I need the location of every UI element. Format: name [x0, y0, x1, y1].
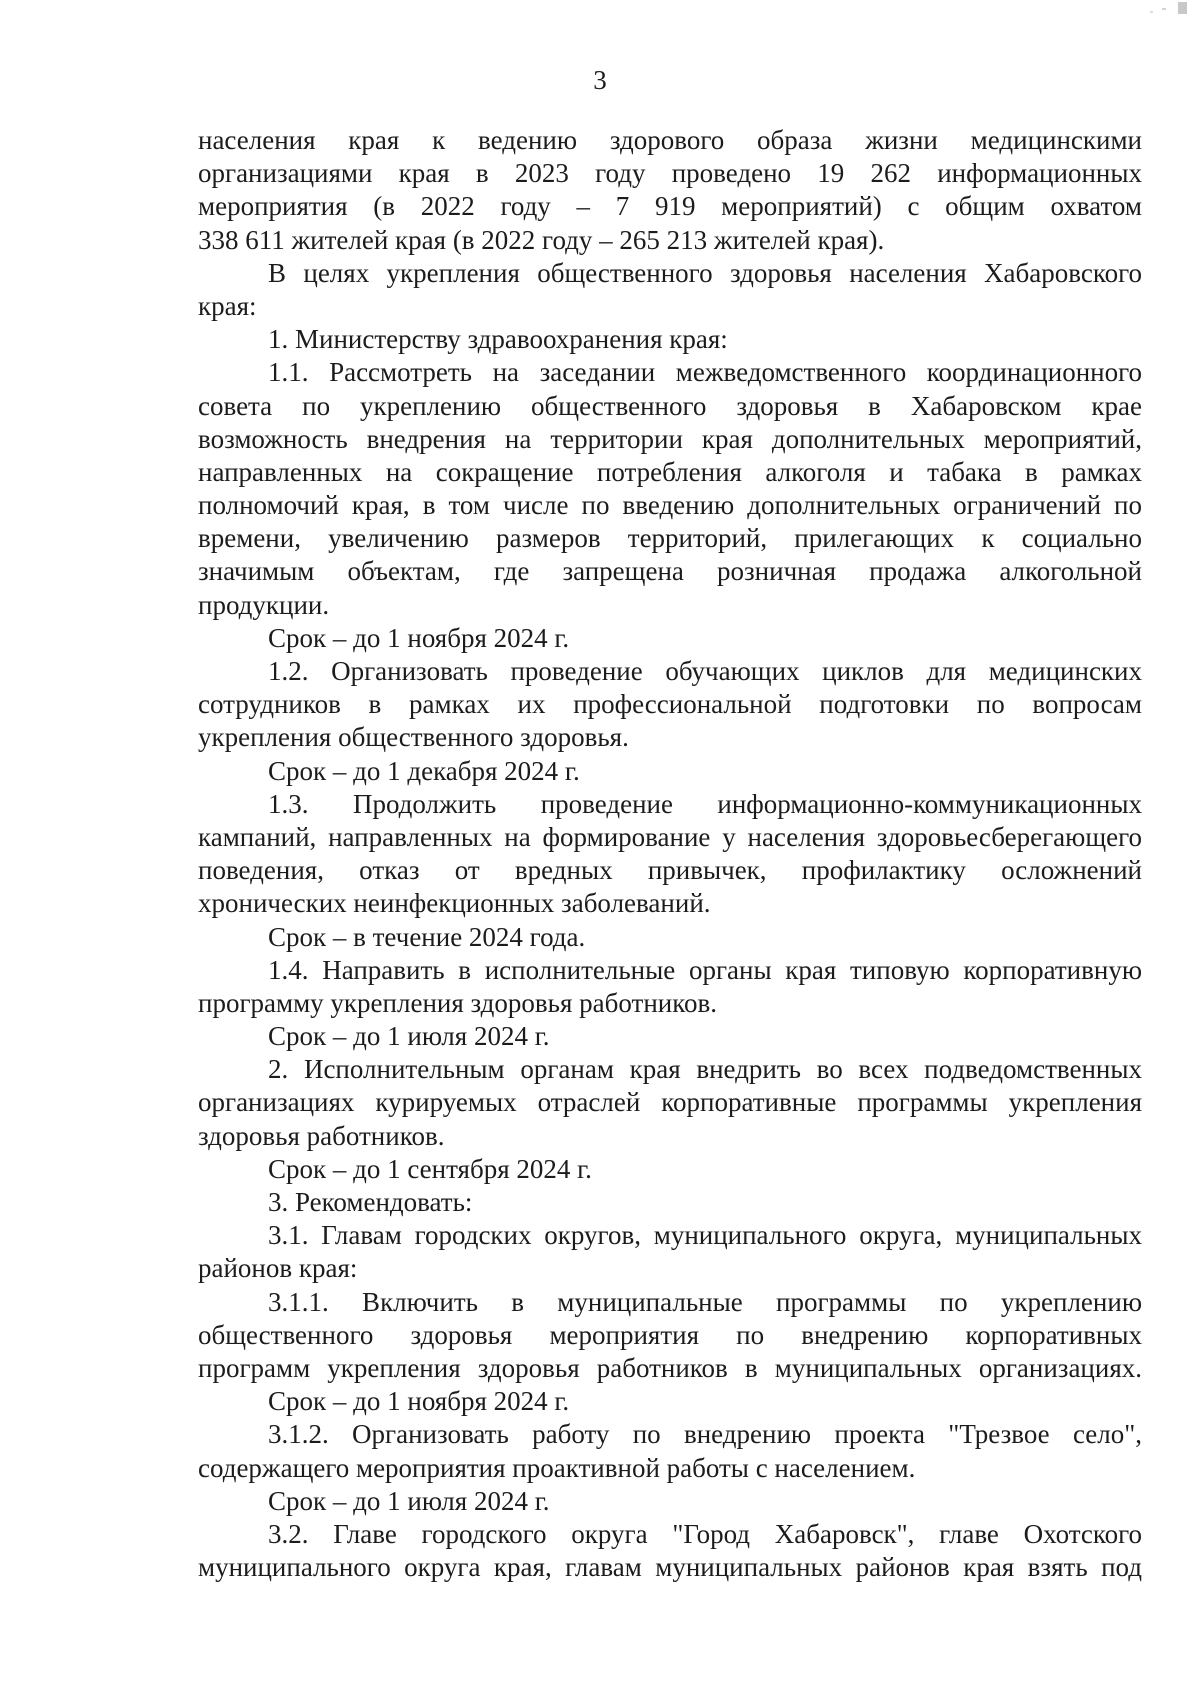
- text-line: содержащего мероприятия проактивной работы с населением.: [198, 1452, 916, 1483]
- text-line: значимым объектам, где запрещена розничная продажа алкогольной: [198, 556, 1142, 587]
- text-line: времени, увеличению размеров территорий, прилегающих к социально: [198, 523, 1142, 554]
- text-line: Срок – до 1 июля 2024 г.: [268, 1485, 550, 1516]
- text-line: 1.2. Организовать проведение обучающих циклов для медицинских: [268, 656, 1142, 686]
- text-line: Срок – до 1 ноября 2024 г.: [268, 622, 570, 653]
- text-line: Срок – до 1 сентября 2024 г.: [268, 1153, 592, 1184]
- text-line: 1. Министерству здравоохранения края:: [268, 324, 728, 355]
- text-line: 3. Рекомендовать:: [268, 1187, 473, 1217]
- text-line: сотрудников в рамках их профессиональной подготовки по вопросам: [198, 689, 1142, 720]
- page-number: 3: [593, 65, 607, 95]
- text-line: программу укрепления здоровья работников.: [198, 987, 717, 1018]
- text-line: общественного здоровья мероприятия по внедрению корпоративных: [198, 1319, 1142, 1350]
- scan-smudge-mark: [1120, 0, 1190, 24]
- text-line: Срок – до 1 декабря 2024 г.: [268, 755, 580, 786]
- text-line: возможность внедрения на территории края дополнительных мероприятий,: [198, 423, 1142, 454]
- text-line: организациях курируемых отраслей корпоративные программы укрепления: [198, 1087, 1142, 1118]
- text-line: Срок – до 1 июля 2024 г.: [268, 1021, 550, 1052]
- text-line: 338 611 жителей края (в 2022 году – 265 213 жителей края).: [198, 224, 885, 255]
- text-line: 3.1. Главам городских округов, муниципального округа, муниципальных: [268, 1220, 1142, 1251]
- text-line: 2. Исполнительным органам края внедрить во всех подведомственных: [268, 1054, 1142, 1085]
- text-line: 1.3. Продолжить проведение информационно-коммуникационных: [268, 788, 1142, 819]
- text-line: направленных на сокращение потребления алкоголя и табака в рамках: [198, 456, 1142, 487]
- text-line: мероприятия (в 2022 году – 7 919 мероприятий) с общим охватом: [198, 191, 1142, 222]
- text-line: 1.1. Рассмотреть на заседании межведомственного координационного: [268, 357, 1142, 388]
- text-line: совета по укреплению общественного здоровья в Хабаровском крае: [198, 390, 1142, 421]
- text-line: организациями края в 2023 году проведено 19 262 информационных: [198, 158, 1142, 189]
- text-line: районов края:: [198, 1253, 358, 1284]
- text-line: кампаний, направленных на формирование у населения здоровьесберегающего: [198, 821, 1142, 852]
- text-line: поведения, отказ от вредных привычек, профилактику осложнений: [198, 855, 1142, 886]
- text-line: полномочий края, в том числе по введению дополнительных ограничений по: [198, 490, 1142, 521]
- text-line: населения края к ведению здорового образа жизни медицинскими: [198, 125, 1142, 155]
- text-line: 3.2. Главе городского округа "Город Хабаровск", главе Охотского: [268, 1518, 1142, 1549]
- text-line: укрепления общественного здоровья.: [198, 722, 629, 753]
- document-body: [198, 124, 1142, 1584]
- text-line: 3.1.2. Организовать работу по внедрению проекта "Трезвое село",: [268, 1419, 1142, 1450]
- text-line: Срок – в течение 2024 года.: [268, 921, 586, 952]
- text-line: здоровья работников.: [198, 1120, 445, 1151]
- text-line: продукции.: [198, 589, 330, 620]
- text-line: 1.4. Направить в исполнительные органы края типовую корпоративную: [268, 954, 1142, 985]
- text-line: Срок – до 1 ноября 2024 г.: [268, 1386, 570, 1417]
- text-line: программ укрепления здоровья работников в муниципальных организациях.: [198, 1352, 1142, 1383]
- text-line: В целях укрепления общественного здоровья населения Хабаровского: [268, 257, 1142, 288]
- text-line: хронических неинфекционных заболеваний.: [198, 888, 711, 919]
- text-line: 3.1.1. Включить в муниципальные программы по укреплению: [268, 1286, 1142, 1317]
- text-line: края:: [198, 290, 257, 321]
- text-line: муниципального округа края, главам муниципальных районов края взять под: [198, 1552, 1142, 1583]
